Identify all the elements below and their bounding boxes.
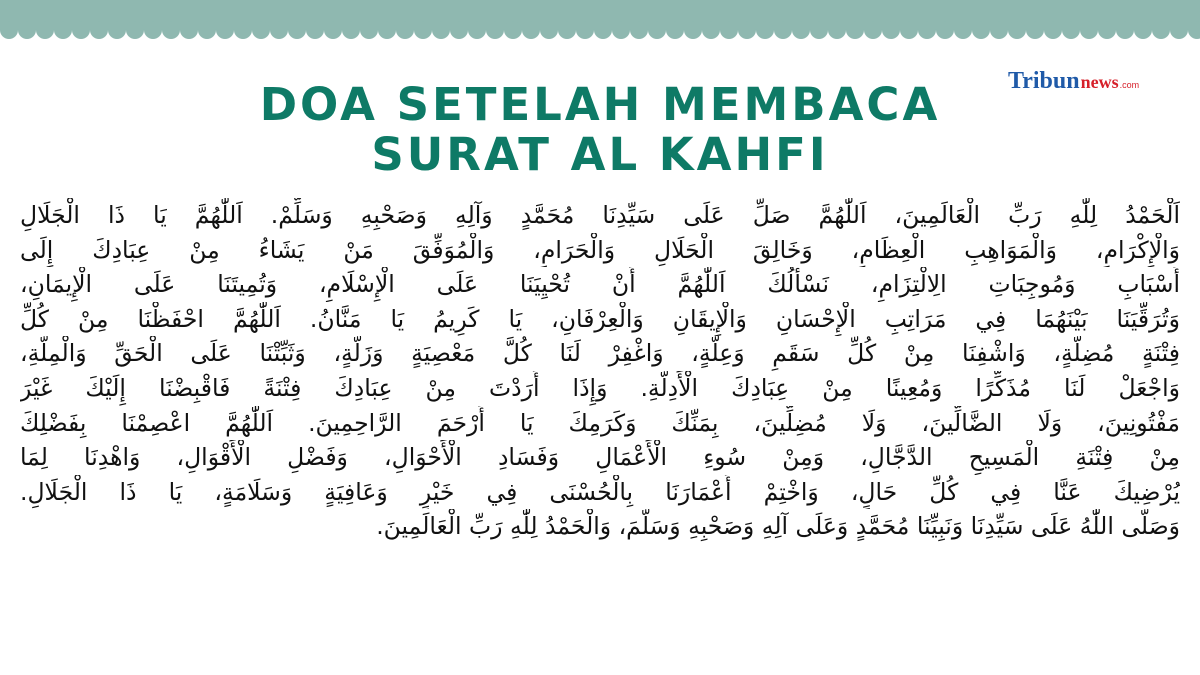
- band-scallop: [954, 21, 972, 39]
- band-scallop: [72, 21, 90, 39]
- band-scallop: [558, 21, 576, 39]
- band-scallop: [486, 21, 504, 39]
- band-scallop: [468, 21, 486, 39]
- band-scallop: [756, 21, 774, 39]
- band-scallop: [288, 21, 306, 39]
- band-scallop: [270, 21, 288, 39]
- band-scallop: [126, 21, 144, 39]
- band-scallop: [792, 21, 810, 39]
- band-scallop: [738, 21, 756, 39]
- band-scallop: [720, 21, 738, 39]
- prayer-line: أَسْبَابِ وَمُوجِبَاتِ الِالْتِزَامِ، نَسْأَلُكَ اَللّٰهُمَّ أَنْ تُحْيِيَنَا عَلَى الْإِسْلَامِ، وَتُمِيتَنَا عَلَى الْإِيمَانِ،: [20, 270, 1180, 299]
- title-line-1: DOA SETELAH MEMBACA: [259, 78, 941, 131]
- band-scallop: [846, 21, 864, 39]
- band-scallop: [882, 21, 900, 39]
- band-scallop: [864, 21, 882, 39]
- logo-brand-text: Tribun: [1008, 68, 1080, 94]
- decorative-scalloped-band: [0, 0, 1200, 44]
- band-scallop: [702, 21, 720, 39]
- band-scallop: [54, 21, 72, 39]
- band-scallop: [1062, 21, 1080, 39]
- band-scallop: [666, 21, 684, 39]
- band-scallop: [990, 21, 1008, 39]
- band-scallop: [684, 21, 702, 39]
- band-scallop: [1044, 21, 1062, 39]
- band-scallop: [1152, 21, 1170, 39]
- band-scallop: [18, 21, 36, 39]
- band-scallop: [252, 21, 270, 39]
- band-scallop: [216, 21, 234, 39]
- band-scallop: [396, 21, 414, 39]
- band-scallop: [1098, 21, 1116, 39]
- band-scallop: [630, 21, 648, 39]
- band-scallop: [162, 21, 180, 39]
- band-scallop: [900, 21, 918, 39]
- prayer-line: مَفْتُونِينَ، وَلَا الضَّالِّينَ، وَلَا مُضِلِّينَ، بِمَنِّكَ وَكَرَمِكَ يَا أَرْحَمَ الرَّاحِمِينَ. اَللّٰهُمَّ اعْصِمْنَا بِفَضْلِكَ: [20, 408, 1180, 437]
- band-scallop: [198, 21, 216, 39]
- prayer-line: وَاجْعَلْ لَنَا مُذَكِّرًا وَمُعِينًا مِنْ عِبَادِكَ الْأَدِلَّةِ. وَإِذَا أَرَدْتَ مِنْ عِبَادِكَ فِتْنَةً فَاقْبِضْنَا إِلَيْكَ غَيْرَ: [20, 373, 1180, 402]
- band-scallop: [1134, 21, 1152, 39]
- band-scallop: [180, 21, 198, 39]
- band-scallop: [936, 21, 954, 39]
- logo-domain-text: .com: [1119, 80, 1140, 90]
- prayer-line: وَالْإِكْرَامِ، وَالْمَوَاهِبِ الْعِظَامِ، وَخَالِقَ الْحَلَالِ وَالْحَرَامِ، وَالْمُوَفِّقَ مَنْ يَشَاءُ مِنْ عِبَادِكَ إِلَى: [20, 235, 1180, 264]
- band-scallop: [612, 21, 630, 39]
- band-scallop: [810, 21, 828, 39]
- band-scallop: [540, 21, 558, 39]
- prayer-line: اَلْحَمْدُ لِلّٰهِ رَبِّ الْعَالَمِينَ، اَللّٰهُمَّ صَلِّ عَلَى سَيِّدِنَا مُحَمَّدٍ وَآلِهِ وَصَحْبِهِ وَسَلِّمْ. اَللّٰهُمَّ يَا ذَا الْجَلَالِ: [20, 201, 1180, 229]
- band-scallop: [306, 21, 324, 39]
- band-scallop: [1170, 21, 1188, 39]
- band-scallop: [1008, 21, 1026, 39]
- band-scallop: [918, 21, 936, 39]
- logo-news-text: news: [1080, 72, 1119, 92]
- prayer-line: يُرْضِيكَ عَنَّا فِي كُلِّ حَالٍ، وَاخْتِمْ أَعْمَارَنَا بِالْحُسْنَى فِي خَيْرٍ وَعَافِيَةٍ وَسَلَامَةٍ، يَا ذَا الْجَلَالِ.: [20, 477, 1180, 506]
- prayer-line: وَتُرَقِّيَنَا بَيْنَهُمَا فِي مَرَاتِبِ الْإِحْسَانِ وَالْإِيقَانِ وَالْعِرْفَانِ، يَا كَرِيمُ يَا مَنَّانُ. اَللّٰهُمَّ احْفَظْنَا مِنْ كُلِّ: [20, 304, 1180, 333]
- band-scallop: [450, 21, 468, 39]
- band-scallop: [414, 21, 432, 39]
- band-scallop: [360, 21, 378, 39]
- band-scallop: [504, 21, 522, 39]
- band-scallop: [324, 21, 342, 39]
- band-scallop: [234, 21, 252, 39]
- band-scallop: [1080, 21, 1098, 39]
- band-scallop: [828, 21, 846, 39]
- prayer-line: فِتْنَةٍ مُضِلَّةٍ، وَاشْفِنَا مِنْ كُلِّ سَقَمٍ وَعِلَّةٍ، وَاغْفِرْ لَنَا كُلَّ مَعْصِيَةٍ وَزَلَّةٍ، وَثَبِّتْنَا عَلَى الْحَقِّ وَالْمِلَّةِ،: [20, 339, 1180, 368]
- band-scallop: [90, 21, 108, 39]
- band-scallop: [972, 21, 990, 39]
- prayer-line: وَصَلَّى اللّٰهُ عَلَى سَيِّدِنَا وَنَبِيِّنَا مُحَمَّدٍ وَعَلَى آلِهِ وَصَحْبِهِ وَسَلَّمَ، وَالْحَمْدُ لِلّٰهِ رَبِّ الْعَالَمِينَ.: [376, 512, 1180, 541]
- band-scallop: [522, 21, 540, 39]
- prayer-text-block: [20, 198, 1180, 643]
- band-scallop: [648, 21, 666, 39]
- band-scallop: [576, 21, 594, 39]
- band-scallop: [432, 21, 450, 39]
- band-scallop: [342, 21, 360, 39]
- band-scallop: [594, 21, 612, 39]
- band-scallop: [0, 21, 18, 39]
- band-scallop: [36, 21, 54, 39]
- band-scallop: [774, 21, 792, 39]
- band-scallop: [108, 21, 126, 39]
- prayer-line: مِنْ فِتْنَةِ الْمَسِيحِ الدَّجَّالِ، وَمِنْ سُوءِ الْأَعْمَالِ وَفَسَادِ الْأَحْوَالِ، وَفَضْلِ الْأَقْوَالِ، وَاهْدِنَا لِمَا: [20, 443, 1180, 472]
- band-scallop: [1026, 21, 1044, 39]
- band-scallop: [144, 21, 162, 39]
- scalloped-band-shape: [0, 0, 1200, 44]
- title-line-2: SURAT AL KAHFI: [371, 128, 829, 181]
- band-scallop: [1116, 21, 1134, 39]
- band-scallop: [378, 21, 396, 39]
- page-title: [0, 80, 1200, 180]
